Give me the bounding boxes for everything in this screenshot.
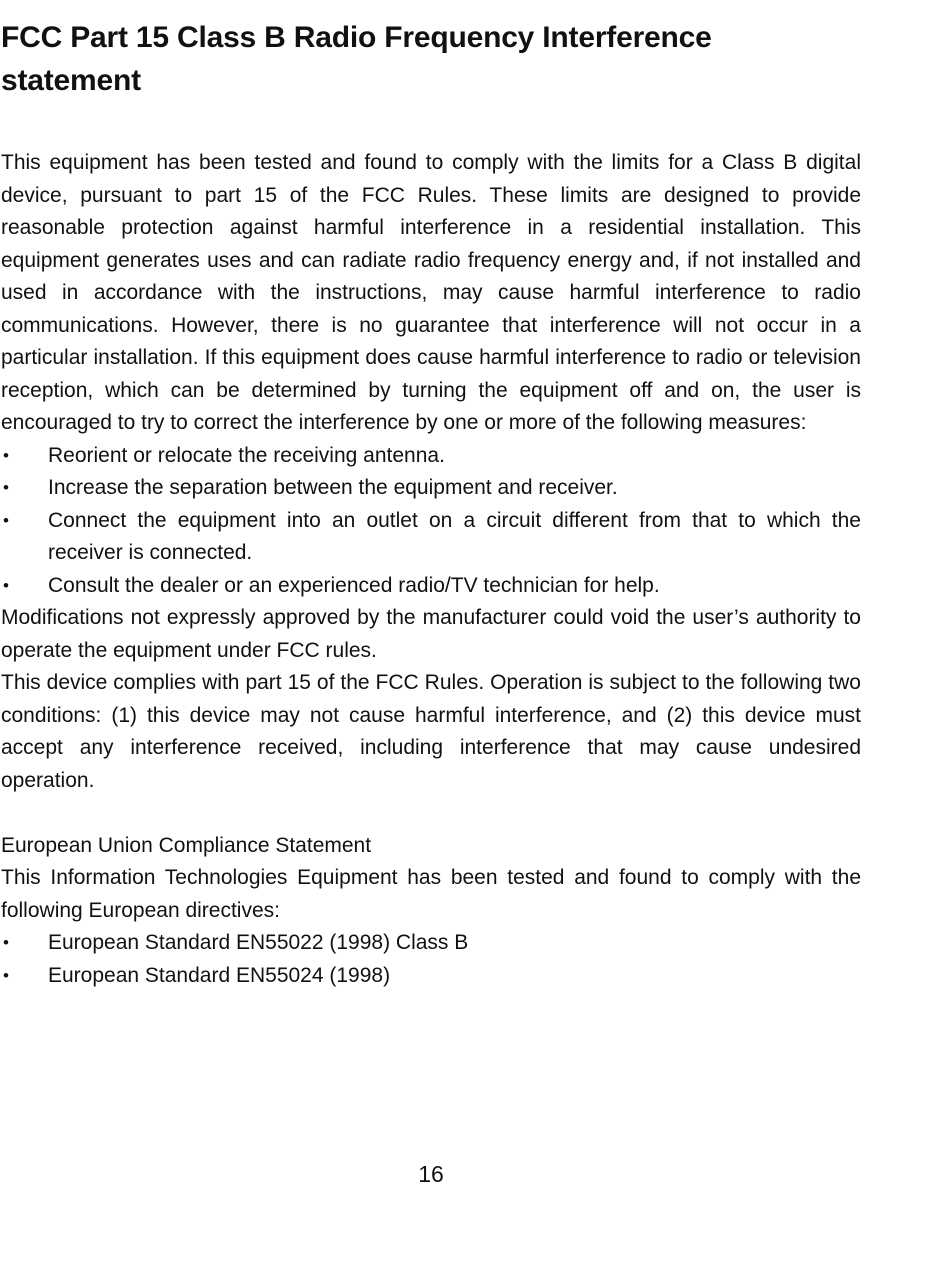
fcc-measures-list	[1, 440, 861, 603]
list-item-text: Increase the separation between the equipment and receiver.	[48, 476, 618, 499]
list-item-text: European Standard EN55024 (1998)	[48, 963, 391, 987]
list-item	[1, 960, 861, 993]
eu-heading: European Union Compliance Statement	[1, 833, 372, 857]
list-item	[1, 570, 861, 603]
bullet-icon: •	[3, 478, 9, 497]
modifications-paragraph: Modifications not expressly approved by the manufacturer could void the user’s authority to operate the equipment under FCC rules.	[1, 606, 861, 662]
spacer	[1, 797, 861, 830]
page-number: 16	[418, 1161, 444, 1187]
compliance-paragraph: This device complies with part 15 of the FCC Rules. Operation is subject to the following two conditions: (1) this device may not cause harmful interference, and (2) this device must accept any interference received, including interference that may cause undesired operation.	[1, 671, 861, 792]
eu-standards-list	[1, 927, 861, 992]
list-item-text: European Standard EN55022 (1998) Class B	[48, 931, 469, 954]
document-page	[1, 16, 861, 992]
list-item	[1, 440, 861, 473]
bullet-icon: •	[3, 965, 9, 985]
list-item-text: Connect the equipment into an outlet on a circuit different from that to which the receiver is connected.	[48, 508, 861, 564]
bullet-icon: •	[3, 445, 9, 465]
list-item-text: Consult the dealer or an experienced radio/TV technician for help.	[48, 573, 660, 597]
eu-paragraph: This Information Technologies Equipment has been tested and found to comply with the following European directives:	[1, 866, 861, 922]
list-item	[1, 505, 861, 570]
list-item-text: Reorient or relocate the receiving antenna.	[48, 443, 445, 467]
list-item	[1, 472, 861, 505]
spacer	[1, 102, 861, 147]
page-title: FCC Part 15 Class B Radio Frequency Interference statement	[1, 21, 712, 97]
bullet-icon: •	[3, 510, 9, 530]
bullet-icon: •	[3, 933, 9, 952]
bullet-icon: •	[3, 575, 9, 595]
fcc-paragraph: This equipment has been tested and found to comply with the limits for a Class B digital device, pursuant to part 15 of the FCC Rules. These limits are designed to provide reasonable protection against harmful interference in a residential installation. This equipment generates uses and can radiate radio frequency energy and, if not installed and used in accordance with the instructions, may cause harmful interference to radio communications. However, there is no guarantee that interference will not occur in a particular installation. If this equipment does cause harmful interference to radio or television reception, which can be determined by turning the equipment off and on, the user is encouraged to try to correct the interference by one or more of the following measures:	[1, 151, 861, 434]
list-item	[1, 927, 861, 960]
